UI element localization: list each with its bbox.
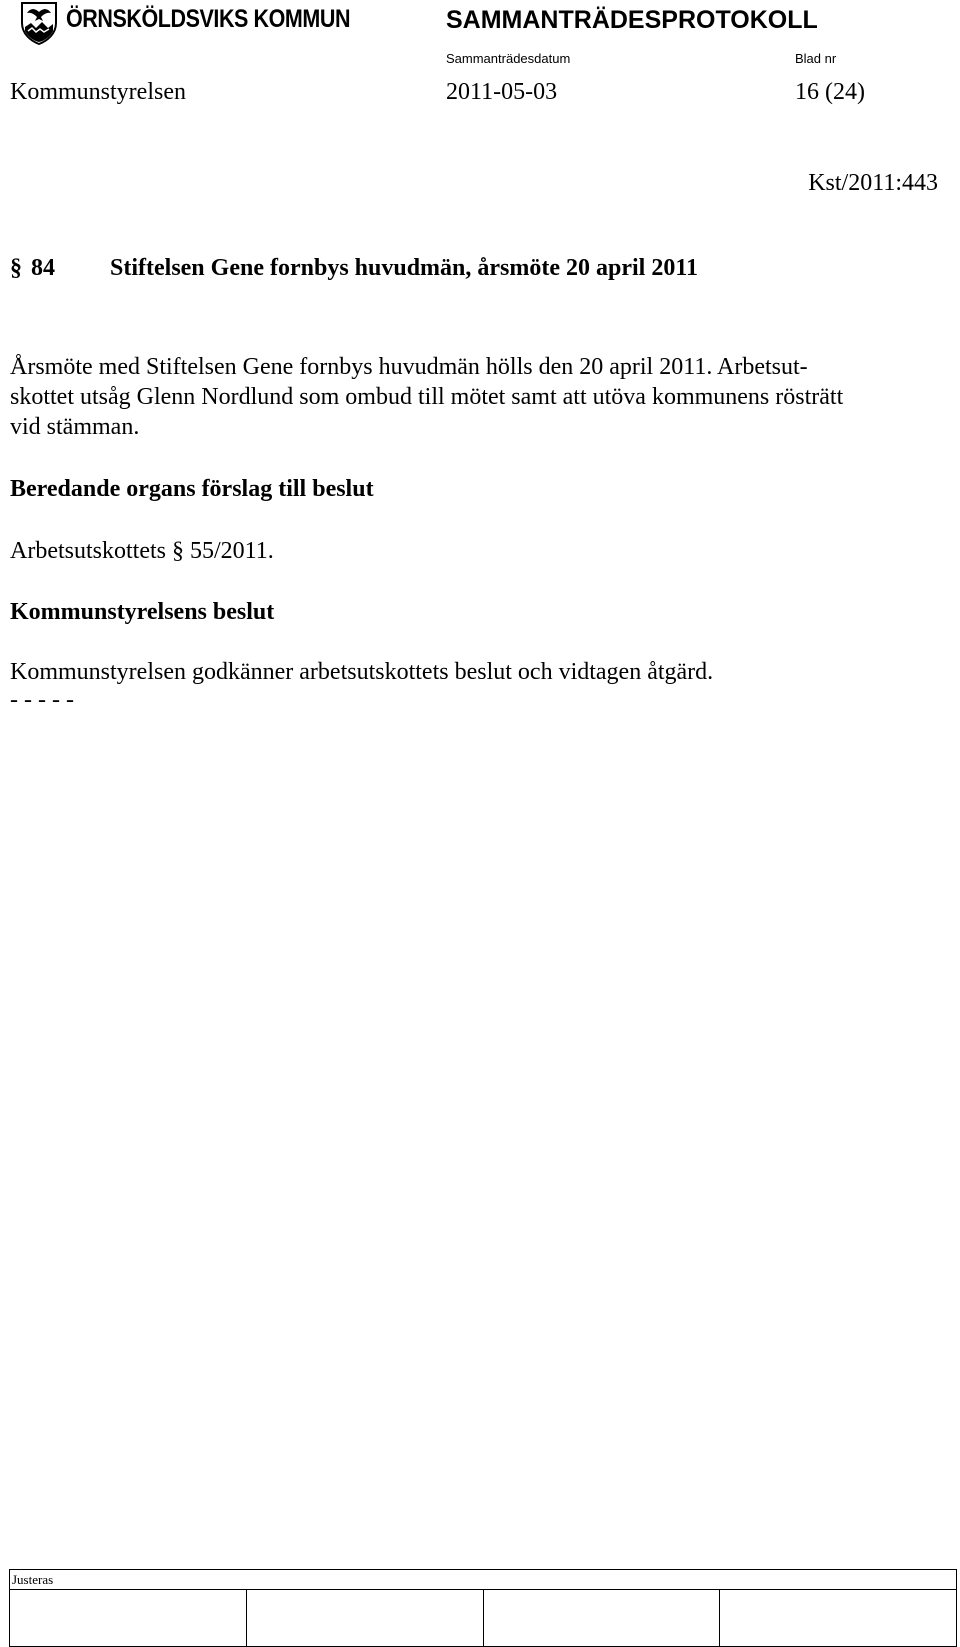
- body-text-line: vid stämman.: [10, 414, 140, 440]
- proposal-reference-prefix: Arbetsutskottets: [10, 538, 166, 564]
- meeting-date-label: Sammanträdesdatum: [446, 51, 571, 66]
- paragraph-sign: §: [172, 538, 184, 564]
- justeras-label: Justeras: [10, 1570, 957, 1590]
- signature-cell: [10, 1590, 247, 1647]
- signature-cell: [246, 1590, 483, 1647]
- case-number: Kst/2011:443: [808, 170, 938, 196]
- document-type-title: SAMMANTRÄDESPROTOKOLL: [446, 6, 818, 34]
- proposal-reference: [10, 538, 274, 565]
- municipality-name: ÖRNSKÖLDSVIKS KOMMUN: [66, 5, 351, 33]
- meeting-date: 2011-05-03: [446, 79, 558, 105]
- section-number: 84: [31, 255, 55, 281]
- page-number-label: Blad nr: [795, 51, 837, 66]
- municipal-coat-of-arms-logo: [19, 1, 59, 45]
- signature-cell: [720, 1590, 957, 1647]
- proposal-reference-number: 55/2011.: [190, 538, 274, 564]
- end-marker: - - - - -: [10, 687, 74, 713]
- section-title: Stiftelsen Gene fornbys huvudmän, årsmöte 20 april 2011: [110, 255, 699, 281]
- proposal-heading: Beredande organs förslag till beslut: [10, 476, 374, 502]
- page-number: 16 (24): [795, 79, 865, 105]
- decision-text: Kommunstyrelsen godkänner arbetsutskottets beslut och vidtagen åtgärd.: [10, 659, 714, 685]
- paragraph-sign: §: [10, 255, 22, 281]
- body-text-line: skottet utsåg Glenn Nordlund som ombud till mötet samt att utöva kommunens rösträtt: [10, 384, 844, 410]
- decision-heading: Kommunstyrelsens beslut: [10, 599, 275, 625]
- body-text-line: Årsmöte med Stiftelsen Gene fornbys huvudmän hölls den 20 april 2011. Arbetsut-: [10, 354, 808, 380]
- signature-table: [9, 1569, 957, 1647]
- signature-cell: [483, 1590, 720, 1647]
- committee-name: Kommunstyrelsen: [10, 79, 186, 105]
